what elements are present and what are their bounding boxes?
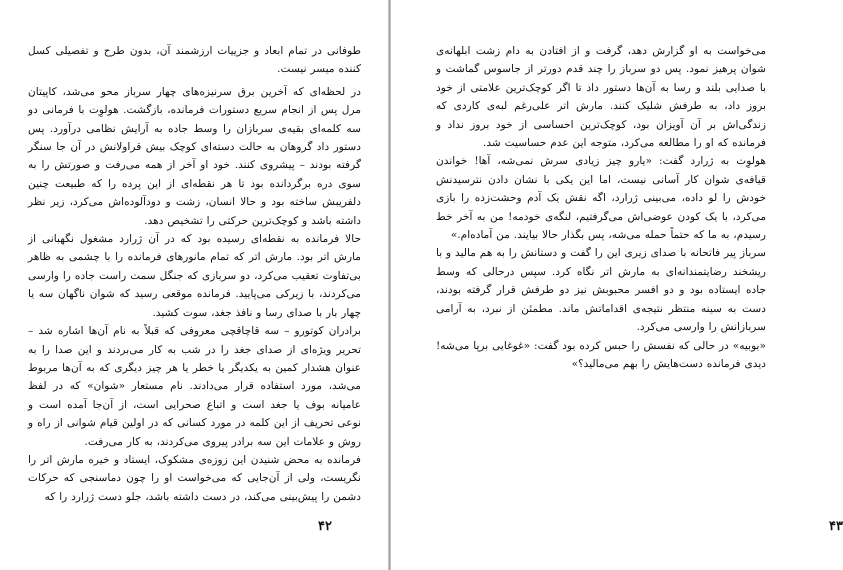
page-number: ۴۳ [829, 519, 843, 534]
paragraph: «بوبیه» در حالی که نفسش را حبس کرده بود گفت: «غوغایی برپا می‌شه! دیدی فرمانده دست‌هایش را بهم می‌مالید؟» [436, 339, 766, 370]
paragraph: فرمانده به محض شنیدن این زوزه‌ی مشکوک، ایستاد و خیره مارش اتر را نگریست، ولی از آن‌جایی که می‌خواست او را چون دماسنجی که حرکات دشمن را پیش‌بینی می‌کند، در دست داشته باشد، جلو دست ژرارد را که [28, 453, 361, 503]
page-number: ۴۲ [318, 519, 332, 534]
right-page [391, 0, 843, 570]
left-page-text [28, 42, 361, 506]
right-page-text [436, 42, 766, 373]
paragraph: حالا فرمانده به نقطه‌ای رسیده بود که در آن ژرارد مشغول نگهبانی از مارش اتر بود. مارش اتر که تمام مانورهای فرمانده را با چشمی به ظاهر بی‌تفاوت تعقیب می‌کرد، دو سربازی که جنگل سمت راست جاده را وارسی می‌کردند، با زیرکی می‌پایید. فرمانده موقعی رسید که شوان ناگهان سه یا چهار بار با صدای رسا و نافذ جغد، سوت کشید. [28, 233, 361, 319]
paragraph: برادران کوتورو – سه قاچاقچی معروفی که قبلاً به نام آن‌ها اشاره شد – تحریر ویژه‌ای از صدای جغد را در شب به کار می‌بردند و این صدا را به عنوان هشدار کمین به یکدیگر یا خطر یا هر چیز دیگری که به آن‌ها مربوط می‌شد، مورد استفاده قرار می‌دادند. نام مستعار «شوان» که در لفظ عامیانه بوف یا جغد است و اتباع صحرایی است، از آن‌جا آمده است و نوعی تحریف از این کلمه در مورد کسانی که در اولین قیام شوانی از راه و روش و علامات این سه برادر پیروی می‌کردند، به کار می‌رفت. [28, 325, 361, 448]
paragraph: می‌خواست به او گزارش دهد، گرفت و از افتادن به دام زشت ابلهانه‌ی شوان پرهیز نمود. پس دو سرباز را چند قدم دورتر از جاسوس گماشت و با صدایی بلند و رسا به آن‌ها دستور داد تا اگر کوچک‌ترین علامتی از خود بروز داد، به طرفش شلیک کنند. مارش اتر علی‌رغم لبه‌ی کاردی که زندگی‌اش بر آن آویزان بود، کوچک‌ترین احساسی از خود بروز نداد و فرمانده که او را مطالعه می‌کرد، متوجه این عدم حساسیت شد. [436, 45, 766, 150]
left-page [0, 0, 389, 570]
paragraph: سرباز پیر فاتحانه با صدای زیری این را گفت و دستانش را به هم مالید و با ریشخند رضایتمندانه‌ای به مارش اتر نگاه کرد. سپس درحالی که وسط جاده ایستاده بود و دو افسر محبوبش نیز دو طرفش قرار گرفته بودند، دست به سینه منتظر نتیجه‌ی اقداماتش ماند. مطمئن از نبرد، به آرامی سربازانش را وارسی می‌کرد. [436, 247, 766, 334]
paragraph: در لحظه‌ای که آخرین برق سرنیزه‌های چهار سرباز محو می‌شد، کاپیتان مرل پس از انجام سریع دستورات فرمانده، بازگشت. هولوِت با فرمانی دو سه کلمه‌ای بقیه‌ی سربازان را وسط جاده به آرایش نظامی درآورد. پس دستور داد گروهان به حالت دسته‌ای کوچک بیش قراولانش در آن جا سنگر گرفته بودند – پیشروی کنند. خود او آخر از همه می‌رفت و صورتش را به سوی دره برگردانده بود تا هر نقطه‌ای از این پرده را که طبیعت چنین دلفریبش ساخته بود و حالا انسان، زشت و دودآلوده‌اش می‌کرد، زیر نظر داشته باشد و کوچک‌ترین حرکتی را تشخیص دهد. [28, 85, 361, 227]
paragraph: هولوِت به ژرارد گفت: «یارو چیز زیادی سرش نمی‌شه، آها! خواندن قیافه‌ی شوان کار آسانی نیست، اما این یکی با نشان دادن نترسیدنش خودش را لو داده، می‌بینی ژرارد، اگه نقش یک آدم وحشت‌زده را بازی می‌کرد، با یک کودن عوضی‌اش می‌گرفتیم، لنگه‌ی خودمه! من به آخر خط رسیدم، به ما که حتماً حمله می‌شه، پس بگذار حالا بیایند. من آماده‌ام.» [436, 155, 766, 242]
paragraph: طوفانی در تمام ابعاد و جزییات ارزشمند آن، بدون طرح و تفصیلی کسل کننده میسر نیست. [28, 45, 361, 76]
